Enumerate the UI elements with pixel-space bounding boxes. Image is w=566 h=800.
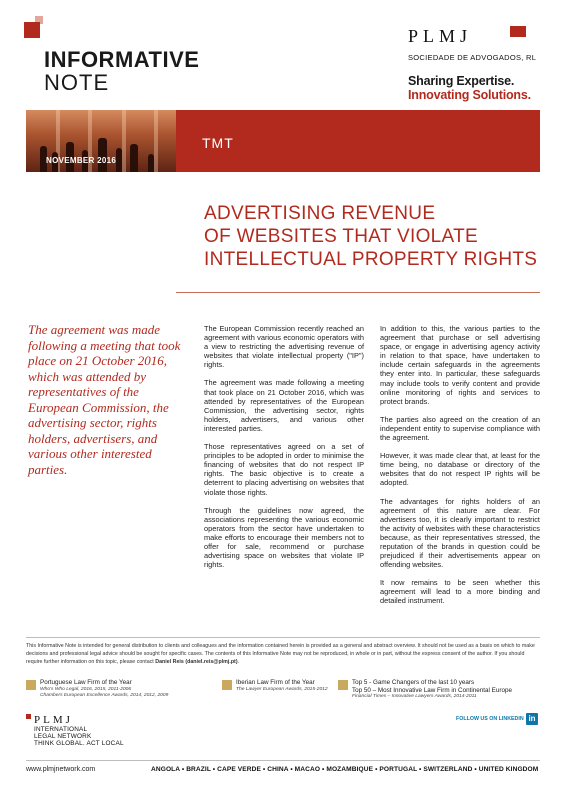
award-title: Portuguese Law Firm of the Year (40, 679, 132, 686)
linkedin-link[interactable]: FOLLOW US ON LINKEDIN (456, 716, 524, 722)
tagline (408, 74, 531, 102)
tagline-line-2: Innovating Solutions. (408, 88, 531, 102)
article-headline (204, 202, 537, 271)
document-type-title (44, 48, 199, 94)
title-line-1: INFORMATIVE (44, 47, 200, 72)
body-paragraph: However, it was made clear that, at least for the time being, no database or directory of the websites that do not respect IP rights will be adopted. (380, 451, 540, 488)
note-date: NOVEMBER 2016 (46, 156, 117, 165)
contact-email-link[interactable]: (daniel.reis@plmj.pt) (185, 658, 238, 665)
bottom-divider (26, 760, 540, 761)
headline-divider (176, 292, 540, 293)
banner-photo (26, 110, 176, 172)
headline-line-2: OF WEBSITES THAT VIOLATE (204, 226, 478, 247)
body-paragraph: The parties also agreed on the creation of an independent entity to supervise compliance with the agreement. (380, 414, 540, 443)
network-logo-word: PLMJ (34, 714, 73, 726)
title-line-2: NOTE (44, 70, 110, 95)
network-line-1: INTERNATIONAL (34, 726, 88, 733)
body-column-right (380, 324, 540, 615)
logo-wordmark: PLMJ (408, 26, 473, 46)
award-icon (222, 680, 232, 690)
body-paragraph: The agreement was made following a meeting that took place on 21 October 2016, which was attended by representatives of the European Commission, the advertising sector, rights holders, advertisers, and various other interested parties. (204, 378, 364, 433)
body-paragraph: In addition to this, the various parties to the agreement that purchase or sell advertising space, or engage in advertising agency activity in relation to that space, have undertaken to include certain safeguards in the agreements they enter into. In particular, these safeguards may include tools to verify content and provide online monitoring of rights and services to protect brands. (380, 324, 540, 406)
body-paragraph: The advantages for rights holders of an agreement of this nature are clear. For advertisers too, it is clearly important to restrict the activity of websites with these characteristics because, as their representatives stressed, the reputation of the brands in question could be prejudiced if their advertisements appear on offending websites. (380, 496, 540, 570)
logo-red-mark (510, 26, 526, 37)
plmj-logo (408, 26, 538, 62)
tagline-line-1: Sharing Expertise. (408, 74, 515, 88)
award-item (222, 679, 328, 693)
body-paragraph: Through the guidelines now agreed, the associations representing the various economic operators from the sector have undertaken to make efforts to encourage their members not to offer for sale, recommend or purchase advertising space on websites that violate IP rights. (204, 505, 364, 570)
award-item (338, 679, 512, 700)
body-paragraph: The European Commission recently reached an agreement with various economic operators with a view to restricting the advertising revenue of websites that violate intellectual property ("IP") rights. (204, 324, 364, 370)
award-item (26, 679, 168, 699)
award-title: Top 5 - Game Changers of the last 10 years (352, 679, 475, 686)
body-paragraph: It now remains to be seen whether this agreement will lead to a more binding and detailed instrument. (380, 578, 540, 606)
award-source: Chambers European Excellence Awards, 2014, 2012, 2009 (40, 692, 169, 698)
footer-divider (26, 637, 540, 638)
award-source: The Lawyer European Awards, 2015-2012 (236, 686, 328, 692)
pull-quote: The agreement was made following a meeting that took place on 21 October 2016, which was attended by representatives of the European Commission, the advertising sector, rights holders, advertisers, and various other interested parties. (28, 322, 181, 477)
network-line-2: LEGAL NETWORK (34, 733, 92, 740)
network-line-3: THINK GLOBAL. ACT LOCAL (34, 740, 124, 747)
network-logo-mark (26, 714, 31, 719)
practice-area-tag: TMT (202, 135, 234, 151)
headline-line-1: ADVERTISING REVENUE (204, 203, 436, 224)
award-title-secondary: Top 50 – Most Innovative Law Firm in Continental Europe (352, 686, 512, 694)
legal-disclaimer: This Informative Note is intended for general distribution to clients and colleagues and the information contained herein is provided as a general and abstract overview. It should not be used as a basis on which to make decisions and professional legal advice should be sought for specific cases. The contents of this Informative Note may not be reproduced, in whole or in part, without the express consent of the author. If you should require further information on this topic, please contact Daniel Reis (daniel.reis@plmj.pt). (26, 643, 535, 665)
contact-name: Daniel Reis (155, 658, 184, 665)
award-icon (338, 680, 348, 690)
disclaimer-text: This Informative Note is intended for general distribution to clients and colleagues and the information contained herein is provided as a general and abstract overview. It should not be used as a basis on which to make decisions and professional legal advice should be sought for specific cases. The contents of this Informative Note may not be reproduced, in whole or in part, without the express consent of the author. If you should require further information on this topic, please contact (26, 643, 535, 665)
linkedin-icon[interactable]: in (526, 713, 538, 725)
award-source: Financial Times – Innovative Lawyers Awards, 2014-2011 (352, 694, 477, 699)
headline-line-3: INTELLECTUAL PROPERTY RIGHTS (204, 249, 538, 270)
section-banner (26, 110, 540, 172)
decor-square-large (24, 22, 40, 38)
award-title: Iberian Law Firm of the Year (236, 679, 315, 686)
country-list: ANGOLA • BRAZIL • CAPE VERDE • CHINA • MACAO • MOZAMBIQUE • PORTUGAL • SWITZERLAND • UNITED KINGDOM (151, 766, 539, 773)
body-paragraph: Those representatives agreed on a set of principles to be adopted in order to minimise the financing of websites that do not respect IP rights. The basic objective is to create a deterrent to placing advertising on websites that violate those rights. (204, 442, 364, 497)
website-link[interactable]: www.plmjnetwork.com (26, 766, 96, 773)
logo-subtitle: SOCIEDADE DE ADVOGADOS, RL (408, 53, 537, 62)
body-column-left (204, 324, 364, 578)
award-icon (26, 680, 36, 690)
award-source: Who's Who Legal, 2016, 2015, 2011-2006 (40, 686, 132, 692)
